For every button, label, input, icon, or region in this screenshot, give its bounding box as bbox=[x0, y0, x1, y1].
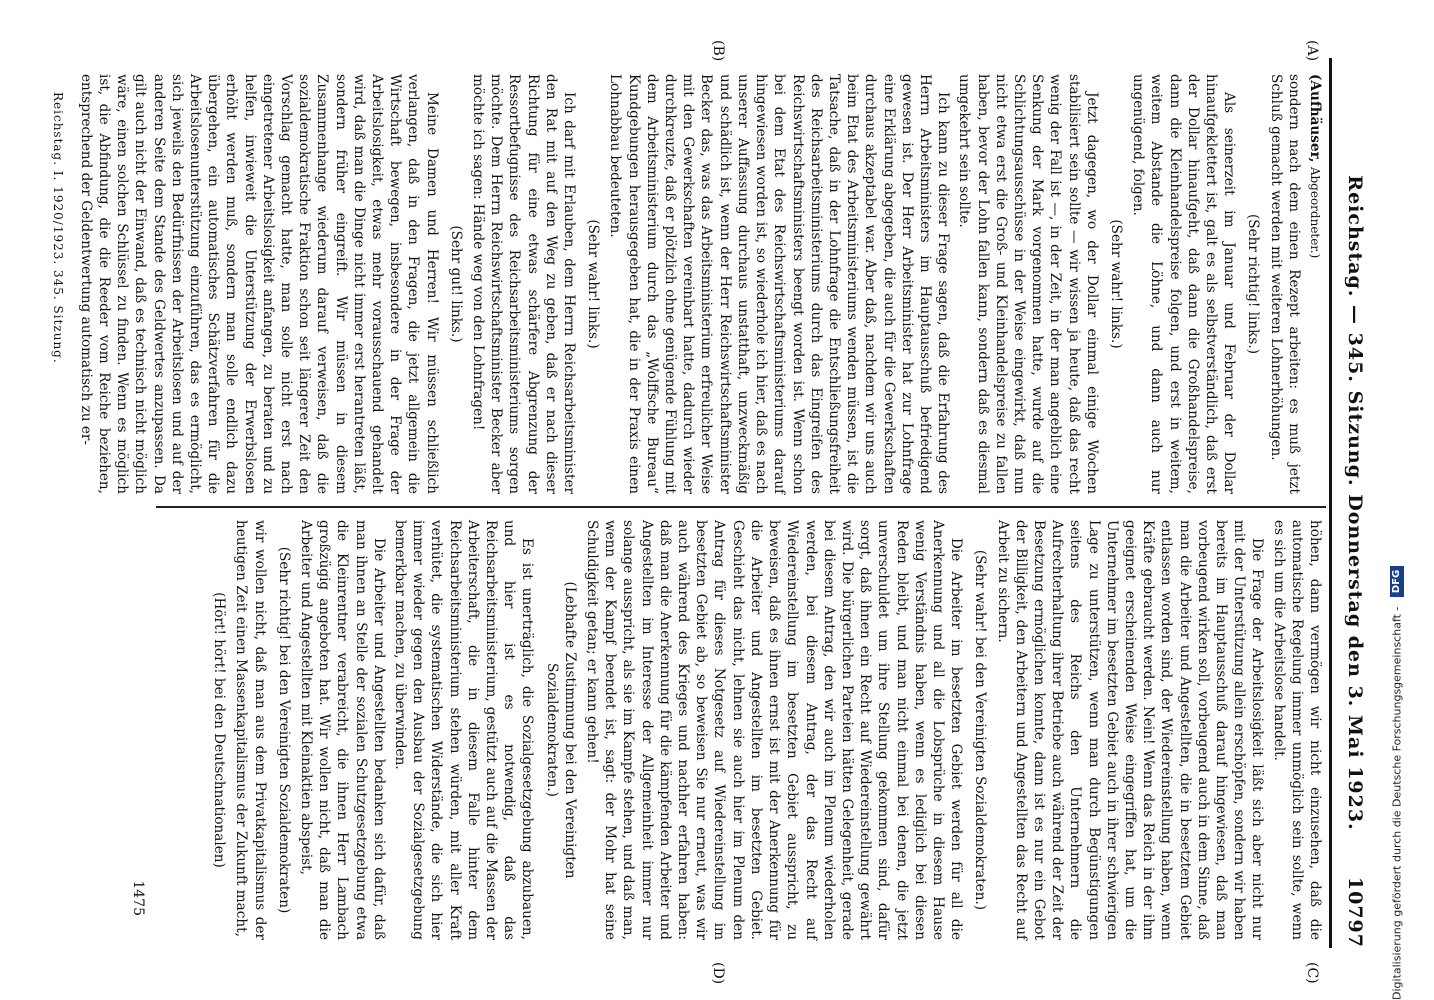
page-header bbox=[1336, 58, 1372, 948]
paragraph: sondern nach dem einen Rezept arbeiten: es muß jetzt Schluß gemacht werden mit weiteren Lohnerhöhungen. bbox=[1267, 74, 1302, 494]
margin-marker-b: (B) bbox=[710, 40, 726, 62]
paragraph: Ich darf mit Erlauben, dem Herrn Reichsarbeitsminister den Rat mit auf den Weg zu geben, daß er nach dieser Richtung für eine etwas schärfere Abgrenzung der Ressortbefugnisse des Reichsarbeitsministeriums sorgen möchte. Dem Herrn Reichswirtschaftsminister Becker aber möchte ich sagen: Hände weg von den Lohnfragen! bbox=[470, 74, 578, 494]
interjection: (Sehr richtig! links.) bbox=[1245, 213, 1262, 355]
paragraph: Die Arbeiter und Angestellten bedanken sich dafür, daß man ihnen an Stelle der sozialen Schutzgesetzgebung etwa die Kleinrentner verabreicht, die ihnen Herr Lambach großzügig angeboten hat. Wir wollen nicht, daß man die Arbeiter und Angestellten mit Kleinaktien abspeist, bbox=[298, 520, 387, 940]
interjection: (Sehr gut! links.) bbox=[447, 225, 464, 343]
interjection: (Lebhafte Zustimmung bei den Vereinigten Sozialdemokraten.) bbox=[543, 581, 578, 879]
interjection: (Sehr wahr! links.) bbox=[1107, 219, 1124, 349]
speaker-name: (Aufhäuser, bbox=[1307, 74, 1323, 163]
digitization-credit-text: Digitalisierung gefördert durch die Deutsche Forschungsgemeinschaft - bbox=[1390, 606, 1404, 1000]
paragraph: Die Frage der Arbeitslosigkeit läßt sich aber nicht nur mit der Unterstützung allein erschöpfen, sondern wir haben bereits im Hauptausschuß darauf hingewiesen, daß man vorbeugend wirken soll, vorbeugend auch in dem Sinne, daß man die Arbeiter und Angestellten, die in besetztem Gebiet entlassen worden sind, der Wiedereinstellung haben, wenn Kräfte gebraucht werden. Nein! Wenn das Reich in der ihm geeignet erscheinenden Weise eingegriffen hat, um die Unternehmer im besetzten Gebiet auch in ihrer schwierigen Lage zu unterstützen, wenn man durch Begünstigungen seitens des Reichs den Unternehmern die Aufrechterhaltung ihrer Betriebe auch während der Zeit der Besetzung ermöglichen konnte, dann ist es nur ein Gebot der Billigkeit, den Arbeitern und Angestellten das Recht auf Arbeit zu sichern. bbox=[994, 520, 1266, 940]
margin-marker-d: (D) bbox=[710, 962, 726, 985]
header-rule bbox=[1329, 58, 1332, 948]
interjection: (Hört! hört! bei den Deutschnationalen) bbox=[211, 592, 228, 868]
paragraph: höhen, dann vermögen wir nicht einzusehen, daß die automatische Regelung immer unmöglich sein sollte, wenn es sich um die Arbeitslose handelt. bbox=[1270, 520, 1323, 940]
paragraph: Meine Damen und Herren! Wir müssen schließlich verlangen, daß in den Fragen, die jetzt allgemein die Wirtschaft bewegen, insbesondere in der Frage der Arbeitslosigkeit, etwas mehr vorausschauend gehandelt wird, daß man die Dinge nicht immer erst herantreten läßt, sondern früher eingreift. Wir müssen in diesem Zusammenhange wiederum darauf verweisen, daß die sozialdemokratische Fraktion schon seit längerer Zeit den Vorschlag gemacht hatte, man solle nicht erst nach eingetretener Arbeitslosigkeit anfangen, zu beraten und zu helfen, inwieweit die Unterstützung der Erwerbslosen erhöht werden muß, sondern man solle endlich dazu übergehen, ein automatisches Schätzverfahren für die Arbeitslosenunterstützung einzuführen, das es ermöglicht, sich jeweils den Bedürfnissen der Arbeitslosen und auf der anderen Seite dem Stande des Geldwertes anzupassen. Da gilt auch nicht der Einwand, daß es technisch nicht möglich wäre, einen solchen Schlüssel zu finden. Wenn es möglich ist, die Abfindung, die die Reeder vom Reiche beziehen, entsprechend der Geldentwertung automatisch zu er- bbox=[77, 74, 440, 494]
interjection: (Sehr wahr! bei den Vereinigten Sozialdemokraten.) bbox=[972, 549, 989, 911]
paragraph: wir wollen nicht, daß man aus dem Privatkapitalismus der heutigen Zeit einen Massenkapitalismus der Zukunft macht, bbox=[233, 520, 268, 940]
speaker-role: Abgeordneter.) bbox=[1308, 166, 1322, 259]
paragraph: Die Arbeiter im besetzten Gebiet werden für all die Anerkennung und all die Lobsprüche in diesem Hause wenig Verständnis haben, wenn es lediglich bei diesen Reden bleibt, und man nicht einmal bei denen, die jetzt unverschuldet um ihre Stellung gekommen sind, dafür sorgt, daß ihnen ein Recht auf Wiedereinstellung gewährt wird. Die bürgerlichen Parteien hätten Gelegenheit, gerade bei diesem Antrag, den wir auch im Plenum wiederholen werden, bei diesem Antrag, der das Recht auf Wiedereinstellung im besetzten Gebiet ausspricht, zu beweisen, daß es ihnen ernst ist mit der Anerkennung für die Arbeiter und Angestellten im besetzten Gebiet. Geschieht das nicht, lehnen sie auch hier im Plenum den Antrag für dieses Notgesetz auf Wiedereinstellung im besetzten Gebiet ab, so beweisen Sie nur erneut, was wir auch während des Krieges und nachher erfahren haben: daß man die Anerkennung für die kämpfenden Arbeiter und Angestellten im Interesse der Allgemeinheit immer nur solange ausspricht, als sie im Kampfe stehen, und daß man, wenn der Kampf beendet ist, sagt: der Mohr hat seine Schuldigkeit getan; er kann gehen! bbox=[584, 520, 965, 940]
margin-marker-c: (C) bbox=[1304, 962, 1320, 984]
speaker-line bbox=[1306, 74, 1324, 494]
left-column bbox=[48, 74, 1324, 494]
paragraph: Als seinerzeit im Januar und Februar der Dollar hinaufgeklettert ist, galt es als selbstverständlich, daß erst der Dollar hinaufgeht, daß dann die Großhandelspreise, dann die Kleinhandelspreise folgen, und erst in weitem, weitem Abstande die Löhne, und dann auch nur ungenügend, folgen. bbox=[1130, 74, 1238, 494]
signature-line: Reichstag. I. 1920/1923. 345. Sitzung. bbox=[50, 92, 65, 364]
page-number: 10797 bbox=[1344, 876, 1366, 948]
paragraph: Jetzt dagegen, wo der Dollar einmal einige Wochen stabilisiert sein sollte — wir wissen ja heute, daß das recht wenig der Fall ist —, in der Zeit, in der man angeblich eine Senkung der Mark vorgenommen hatte, wurde auf die Schlichtungsausschüsse in der Weise eingewirkt, daß nun nicht etwa erst die Groß- und Kleinhandelspreise zu fallen haben, bevor der Lohn fallen kann, sondern daß es diesmal umgekehrt sein sollte. bbox=[956, 74, 1100, 494]
paragraph: Ich kann zu dieser Frage sagen, daß die Erfahrung des Herrn Arbeitsministers im Hauptausschuß befriedigend gewesen ist. Der Herr Arbeitsminister hat zur Lohnfrage eine Erklärung abgegeben, die auch für die Gewerkschaften durchaus akzeptabel war. Aber daß, nachdem wir uns auch beim Etat des Arbeitsministeriums wenden müssen, ist die Tatsache, daß in der Lohnfrage die Entschließungsfreiheit des Reichsarbeitsministeriums durch das Eingreifen des Reichswirtschaftsministers beengt worden ist. Wenn schon bei dem Etat des Reichswirtschaftsministeriums darauf hingewiesen worden ist, so wiederhole ich hier, daß es nach unserer Auffassung durchaus unstatthaft, unzweckmäßig und schädlich ist, wenn der Herr Reichswirtschaftsminister Becker das, was das Arbeitsministerium erfreulicher Weise mit den Gewerkschaften vereinbart hatte, dadurch wieder durchkreuzte, daß er plötzlich ohne genügende Fühlung mit dem Arbeitsministerium durch das „Wolffsche Bureau“ Kundgebungen herausgegeben hat, die in der Praxis einen Lohnabbau bedeuteten. bbox=[607, 74, 952, 494]
interjection: (Sehr wahr! links.) bbox=[585, 219, 602, 349]
paragraph: Es ist unerträglich, die Sozialgesetzgebung abzubauen, und hier ist es notwendig, daß das Reichsarbeitsministerium, gestützt auch auf die Massen der Arbeiterschaft, die in diesem Falle hinter dem Reichsarbeitsministerium stehen würden, mit aller Kraft verhütet, die systematischen Widerstände, die sich hier immer wieder gegen den Ausbau der Sozialgesetzgebung bemerkbar machen, zu überwinden. bbox=[392, 520, 536, 940]
document-page bbox=[52, 0, 1382, 1000]
running-title: Reichstag. — 345. Sitzung. Donnerstag den 3. Mai 1923. bbox=[1344, 175, 1366, 831]
margin-marker-a: (A) bbox=[1304, 40, 1320, 62]
right-column bbox=[204, 520, 1324, 940]
footer-number: 1475 bbox=[130, 880, 146, 916]
digitization-credit bbox=[1390, 0, 1420, 1000]
dfg-logo: DFG bbox=[1390, 566, 1404, 597]
interjection: (Sehr richtig! bei den Vereinigten Sozialdemokraten) bbox=[275, 546, 292, 914]
column-divider bbox=[156, 506, 1326, 508]
